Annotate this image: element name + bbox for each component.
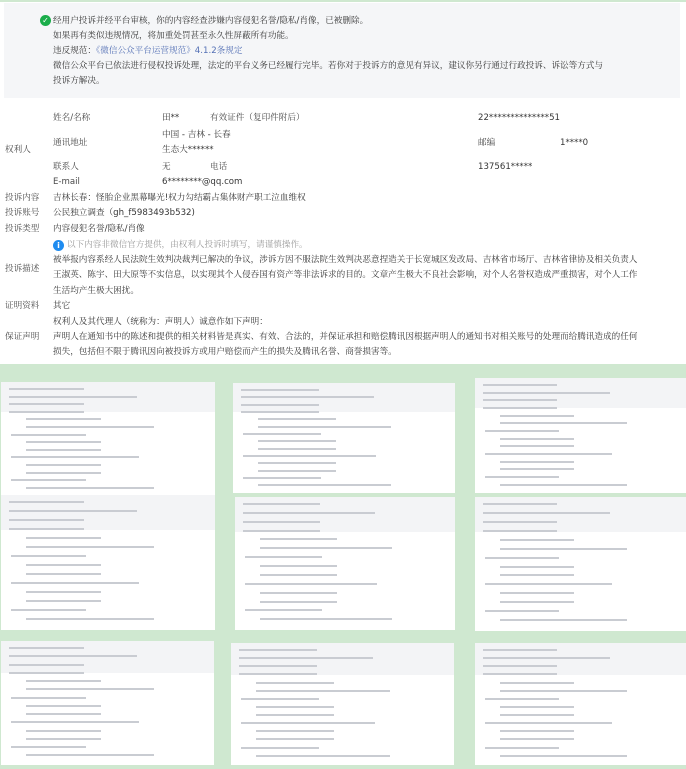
thumbnail-text-line (483, 530, 557, 532)
thumbnail-text-line (500, 730, 574, 732)
thumbnail-text-line (483, 657, 610, 659)
name-value: 田** (162, 113, 180, 123)
thumbnail-text-line (483, 649, 557, 651)
thumbnail-text-line (500, 592, 574, 594)
notice-line-5: 投诉方解决。 (53, 76, 105, 86)
thumbnail-text-line (26, 441, 101, 443)
thumbnail-text-line (9, 528, 84, 530)
thumbnail-text-line (241, 396, 374, 398)
thumbnail-text-line (483, 384, 557, 386)
email-label: E-mail (53, 177, 80, 187)
thumbnail-text-line (26, 688, 154, 690)
rule-link[interactable]: 《微信公众平台运营规范》4.1.2条规定 (95, 46, 243, 56)
thumbnail-text-line (483, 407, 557, 409)
thumbnail-text-line (26, 738, 101, 740)
thumbnail-text-line (11, 746, 86, 748)
thumbnail-text-line (9, 510, 137, 512)
thumbnail-text-line (500, 755, 627, 757)
thumbnail-text-line (260, 547, 392, 549)
thumbnail-text-line (485, 583, 612, 585)
screenshot-thumbnail[interactable] (235, 497, 455, 630)
thumbnail-text-line (26, 591, 101, 593)
thumbnail-text-line (500, 445, 574, 447)
thumbnail-text-line (26, 464, 101, 466)
thumbnail-text-line (239, 665, 317, 667)
thumbnail-text-line (241, 747, 319, 749)
thumbnail-text-line (500, 422, 627, 424)
thumbnail-text-line (256, 690, 390, 692)
thumbnail-text-line (258, 440, 336, 442)
thumbnail-text-line (258, 426, 391, 428)
thumbnail-text-line (500, 574, 574, 576)
thumbnail-text-line (243, 512, 375, 514)
thumbnail-text-line (500, 468, 574, 470)
thumbnail-text-line (239, 649, 317, 651)
thumbnail-text-line (241, 411, 319, 413)
thumbnail-text-line (239, 673, 317, 675)
thumbnail-text-line (241, 389, 319, 391)
thumbnail-text-line (9, 672, 84, 674)
thumbnail-text-line (243, 530, 320, 532)
type-label: 投诉类型 (5, 224, 40, 234)
thumbnail-text-line (485, 476, 559, 478)
thumbnail-text-line (500, 484, 627, 486)
contact-value: 无 (162, 162, 171, 172)
rights-holder-label: 权利人 (5, 145, 31, 155)
thumbnail-text-line (26, 730, 101, 732)
thumbnail-text-line (11, 609, 86, 611)
guarantee-label: 保证声明 (5, 332, 40, 342)
address-line-1: 中国 - 吉林 - 长春 (162, 130, 231, 140)
desc-line-3: 生活均产生极大困扰。 (53, 286, 139, 296)
thumbnail-text-line (485, 557, 559, 559)
thumbnail-text-line (26, 546, 154, 548)
thumbnail-text-line (241, 722, 375, 724)
notice-line-2: 如果再有类似违规情况，将加重处罚甚至永久性屏蔽所有功能。 (53, 31, 294, 41)
screenshot-thumbnail[interactable] (231, 643, 454, 765)
thumbnail-text-line (483, 392, 610, 394)
thumbnail-text-line (483, 521, 557, 523)
thumbnail-text-line (241, 404, 319, 406)
thumbnail-text-line (485, 610, 559, 612)
thumbnail-text-line (26, 537, 101, 539)
thumbnail-text-line (258, 462, 336, 464)
id-value: 22**************51 (478, 113, 561, 123)
thumbnail-text-line (11, 456, 139, 458)
thumbnail-text-line (239, 657, 373, 659)
content-label: 投诉内容 (5, 193, 40, 203)
thumbnail-text-line (11, 582, 139, 584)
account-label: 投诉账号 (5, 208, 40, 218)
thumbnail-text-line (256, 738, 334, 740)
thumbnail-text-line (260, 601, 337, 603)
thumbnail-text-line (11, 555, 86, 557)
thumbnail-text-line (500, 738, 574, 740)
thumbnail-text-line (485, 453, 612, 455)
thumbnail-text-line (9, 501, 84, 503)
account-value: 公民独立调查（gh_f5983493b532) (53, 208, 195, 218)
deletion-notice (4, 3, 680, 98)
thumbnail-text-line (26, 680, 101, 682)
thumbnail-text-line (483, 399, 557, 401)
info-note: 以下内容非微信官方提供，由权利人投诉时填写，请谨慎操作。 (67, 240, 308, 250)
screenshot-thumbnail[interactable] (475, 643, 686, 765)
thumbnail-text-line (26, 418, 101, 420)
thumbnail-text-line (256, 730, 334, 732)
thumbnail-text-line (500, 601, 574, 603)
thumbnail-text-line (260, 538, 337, 540)
thumbnail-text-line (243, 455, 376, 457)
guarantee-line-1: 权利人及其代理人（统称为：声明人）诚意作如下声明： (53, 317, 268, 327)
thumbnail-text-line (485, 722, 612, 724)
postcode-label: 邮编 (478, 138, 496, 148)
thumbnail-text-line (26, 426, 154, 428)
proof-label: 证明资料 (5, 301, 40, 311)
screenshot-thumbnail[interactable] (1, 382, 215, 496)
thumbnail-text-line (243, 503, 320, 505)
thumbnail-text-line (26, 705, 101, 707)
thumbnail-text-line (500, 682, 574, 684)
screenshot-thumbnail[interactable] (475, 497, 686, 631)
thumbnail-text-line (260, 592, 337, 594)
thumbnail-text-line (260, 574, 337, 576)
phone-value: 137561***** (478, 162, 533, 172)
thumbnail-text-line (26, 600, 101, 602)
thumbnail-text-line (500, 690, 627, 692)
thumbnail-text-line (245, 556, 322, 558)
thumbnail-text-line (9, 411, 84, 413)
thumbnail-text-line (245, 583, 377, 585)
thumbnail-text-line (11, 434, 86, 436)
info-icon: i (53, 240, 64, 251)
thumbnail-text-line (256, 682, 334, 684)
guarantee-line-3: 损失，包括但不限于腾讯因向被投诉方或用户赔偿而产生的损失及腾讯名誉、商誉损害等。 (53, 347, 397, 357)
thumbnail-text-line (500, 548, 627, 550)
thumbnail-text-line (245, 609, 322, 611)
screenshot-thumbnail[interactable] (1, 495, 215, 630)
thumbnail-text-line (483, 665, 557, 667)
thumbnail-text-line (241, 698, 319, 700)
proof-value: 其它 (53, 301, 71, 311)
thumbnail-text-line (9, 655, 137, 657)
screenshot-thumbnail[interactable] (233, 383, 455, 493)
guarantee-line-2: 声明人在通知书中的陈述和提供的相关材料皆是真实、有效、合法的，并保证承担和赔偿腾讯因根据声明人的通知书对相关账号的处理而给腾讯造成的任何 (53, 332, 638, 342)
thumbnail-text-line (243, 521, 320, 523)
thumbnail-text-line (11, 721, 139, 723)
thumbnail-text-line (260, 565, 337, 567)
email-value: 6********@qq.com (162, 177, 243, 187)
thumbnail-text-line (485, 430, 559, 432)
notice-rule (53, 44, 242, 58)
type-value: 内容侵犯名誉/隐私/肖像 (53, 224, 145, 234)
thumbnail-text-line (483, 503, 557, 505)
thumbnail-text-line (485, 747, 559, 749)
screenshot-thumbnail[interactable] (475, 378, 686, 493)
thumbnail-text-line (258, 470, 336, 472)
postcode-value: 1****0 (560, 138, 589, 148)
thumbnail-text-line (26, 449, 101, 451)
thumbnail-text-line (9, 647, 84, 649)
thumbnail-text-line (256, 706, 334, 708)
thumbnail-text-line (26, 564, 101, 566)
thumbnail-text-line (500, 706, 574, 708)
thumbnail-text-line (9, 519, 84, 521)
content-value: 吉林长春：怪胎企业黑幕曝光!权力勾结霸占集体财产职工泣血维权 (53, 193, 306, 203)
thumbnail-text-line (9, 388, 84, 390)
id-label: 有效证件（复印件附后） (210, 113, 305, 123)
thumbnail-text-line (500, 461, 574, 463)
thumbnail-text-line (258, 418, 336, 420)
thumbnail-text-line (500, 714, 574, 716)
desc-line-1: 被举报内容系经人民法院生效判决裁判已解决的争议，涉诉方因不服法院生效判决恶意捏造关于长宽城区发改局、吉林省市场厅、吉林省律协及相关负责人 (53, 255, 638, 265)
phone-label: 电话 (210, 162, 228, 172)
desc-label: 投诉描述 (5, 264, 40, 274)
thumbnail-text-line (485, 698, 559, 700)
thumbnail-text-line (258, 484, 391, 486)
notice-line-4: 微信公众平台已依法进行侵权投诉处理，法定的平台义务已经履行完毕。若你对于投诉方的意见有异议，建议你另行通过行政投诉、诉讼等方式与 (53, 61, 604, 71)
thumbnail-text-line (9, 403, 84, 405)
thumbnail-text-line (500, 539, 574, 541)
thumbnail-text-line (11, 697, 86, 699)
thumbnail-text-line (243, 433, 321, 435)
thumbnail-text-line (500, 566, 574, 568)
thumbnail-text-line (243, 477, 321, 479)
thumbnail-text-line (26, 713, 101, 715)
check-circle-icon: ✓ (40, 15, 51, 26)
thumbnail-text-line (26, 487, 154, 489)
contact-label: 联系人 (53, 162, 79, 172)
thumbnail-text-line (260, 618, 392, 620)
address-line-2: 生态大****** (162, 145, 214, 155)
thumbnail-text-line (26, 618, 154, 620)
thumbnail-text-line (483, 673, 557, 675)
name-label: 姓名/名称 (53, 113, 91, 123)
desc-line-2: 王淑英、陈宇、田大原等不实信息，以实现其个人侵吞国有资产等非法诉求的目的。文章产生极大不良社会影响，对个人名誉权造成严重损害，对个人工作 (53, 270, 638, 280)
thumbnail-text-line (500, 415, 574, 417)
notice-line-1: 经用户投诉并经平台审核，你的内容经查涉嫌内容侵犯名誉/隐私/肖像，已被删除。 (53, 16, 369, 26)
thumbnail-text-line (256, 714, 334, 716)
thumbnail-text-line (26, 754, 154, 756)
thumbnail-text-line (500, 619, 627, 621)
address-label: 通讯地址 (53, 138, 88, 148)
thumbnail-text-line (9, 664, 84, 666)
thumbnail-text-line (9, 396, 137, 398)
thumbnail-text-line (483, 512, 610, 514)
thumbnail-text-line (258, 448, 336, 450)
complaint-detail-panel (0, 2, 686, 364)
rule-label: 违反规范： (53, 46, 96, 56)
thumbnail-text-line (26, 573, 101, 575)
thumbnail-text-line (256, 755, 390, 757)
thumbnail-text-line (11, 479, 86, 481)
thumbnail-text-line (500, 438, 574, 440)
screenshot-thumbnail[interactable] (1, 641, 214, 765)
thumbnail-text-line (26, 472, 101, 474)
